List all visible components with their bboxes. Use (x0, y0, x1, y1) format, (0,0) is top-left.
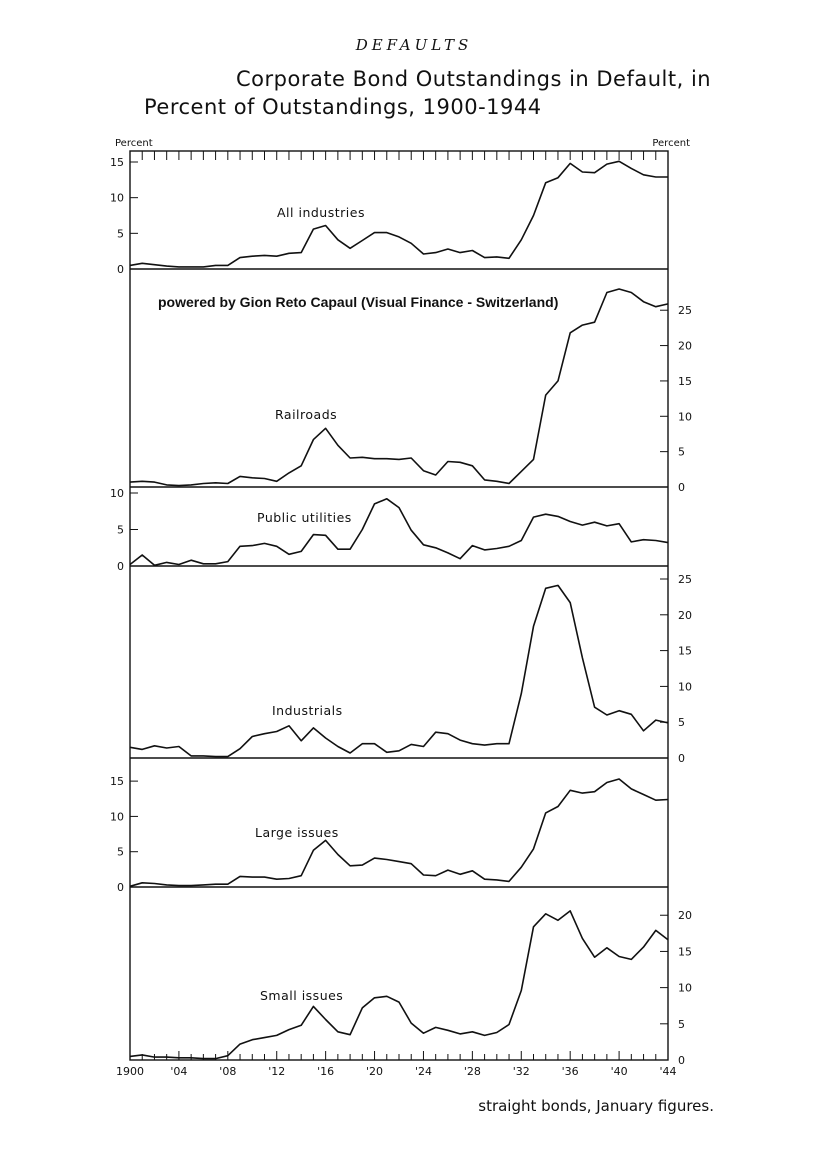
x-axis (116, 1051, 677, 1078)
y-tick-label: 10 (110, 810, 124, 824)
panel-railroads (130, 289, 692, 494)
series-line (130, 911, 668, 1059)
y-tick-label: 15 (678, 644, 692, 658)
x-tick-label: '28 (463, 1065, 481, 1078)
panel-large-issues (110, 775, 668, 894)
y-tick-label: 10 (678, 981, 692, 995)
y-tick-label: 20 (678, 608, 692, 622)
series-label: Small issues (260, 988, 344, 1003)
y-tick-label: 5 (678, 445, 685, 459)
chart-title-line-1: Corporate Bond Outstandings in Default, in (236, 67, 712, 91)
x-tick-label: 1900 (116, 1065, 144, 1078)
chart-title-line-2: Percent of Outstandings, 1900-1944 (144, 95, 542, 119)
y-tick-label: 10 (110, 191, 124, 205)
watermark-text: powered by Gion Reto Capaul (Visual Finance - Switzerland) (158, 294, 559, 310)
y-tick-label: 15 (110, 775, 124, 789)
x-tick-label: '40 (610, 1065, 628, 1078)
y-tick-label: 5 (117, 227, 124, 241)
series-line (130, 289, 668, 486)
series-label: Public utilities (257, 510, 352, 525)
y-tick-label: 20 (678, 909, 692, 923)
x-tick-label: '32 (512, 1065, 530, 1078)
series-label: All industries (277, 205, 365, 220)
x-tick-label: '04 (170, 1065, 188, 1078)
y-tick-label: 20 (678, 339, 692, 353)
series-line (130, 779, 668, 886)
x-tick-label: '44 (659, 1065, 677, 1078)
y-tick-label: 0 (117, 881, 124, 894)
x-tick-label: '08 (219, 1065, 237, 1078)
y-tick-label: 0 (678, 752, 685, 765)
panel-industrials (130, 573, 692, 765)
y-tick-label: 10 (110, 487, 124, 500)
x-tick-label: '20 (366, 1065, 384, 1078)
y-tick-label: 5 (117, 523, 124, 537)
y-tick-label: 10 (678, 680, 692, 694)
y-tick-label: 25 (678, 304, 692, 318)
x-tick-label: '24 (414, 1065, 432, 1078)
y-tick-label: 0 (678, 1054, 685, 1067)
right-unit-label: Percent (652, 138, 690, 149)
y-tick-label: 0 (117, 263, 124, 276)
footnote-caption: straight bonds, January figures. (478, 1097, 714, 1115)
series-label: Industrials (272, 703, 343, 718)
series-label: Railroads (275, 407, 338, 422)
plot-border (130, 151, 668, 1060)
chart-panels (110, 156, 692, 1067)
x-tick-label: '12 (268, 1065, 286, 1078)
series-line (130, 585, 668, 756)
y-tick-label: 5 (678, 1017, 685, 1031)
left-unit-label: Percent (115, 138, 153, 149)
y-tick-label: 15 (110, 156, 124, 169)
y-tick-label: 25 (678, 573, 692, 586)
y-tick-label: 5 (678, 716, 685, 730)
chart-frame (130, 151, 668, 1060)
y-tick-label: 5 (117, 845, 124, 859)
panel-small-issues (130, 909, 692, 1067)
y-tick-label: 0 (678, 481, 685, 494)
y-tick-label: 15 (678, 374, 692, 388)
panel-all-industries (110, 156, 668, 276)
series-label: Large issues (255, 825, 339, 840)
y-tick-label: 10 (678, 410, 692, 424)
panel-public-utilities (110, 487, 668, 573)
section-heading: DEFAULTS (355, 36, 473, 54)
y-tick-label: 0 (117, 560, 124, 573)
x-tick-label: '36 (561, 1065, 579, 1078)
x-tick-label: '16 (317, 1065, 335, 1078)
series-line (130, 161, 668, 267)
series-line (130, 499, 668, 566)
y-tick-label: 15 (678, 945, 692, 959)
